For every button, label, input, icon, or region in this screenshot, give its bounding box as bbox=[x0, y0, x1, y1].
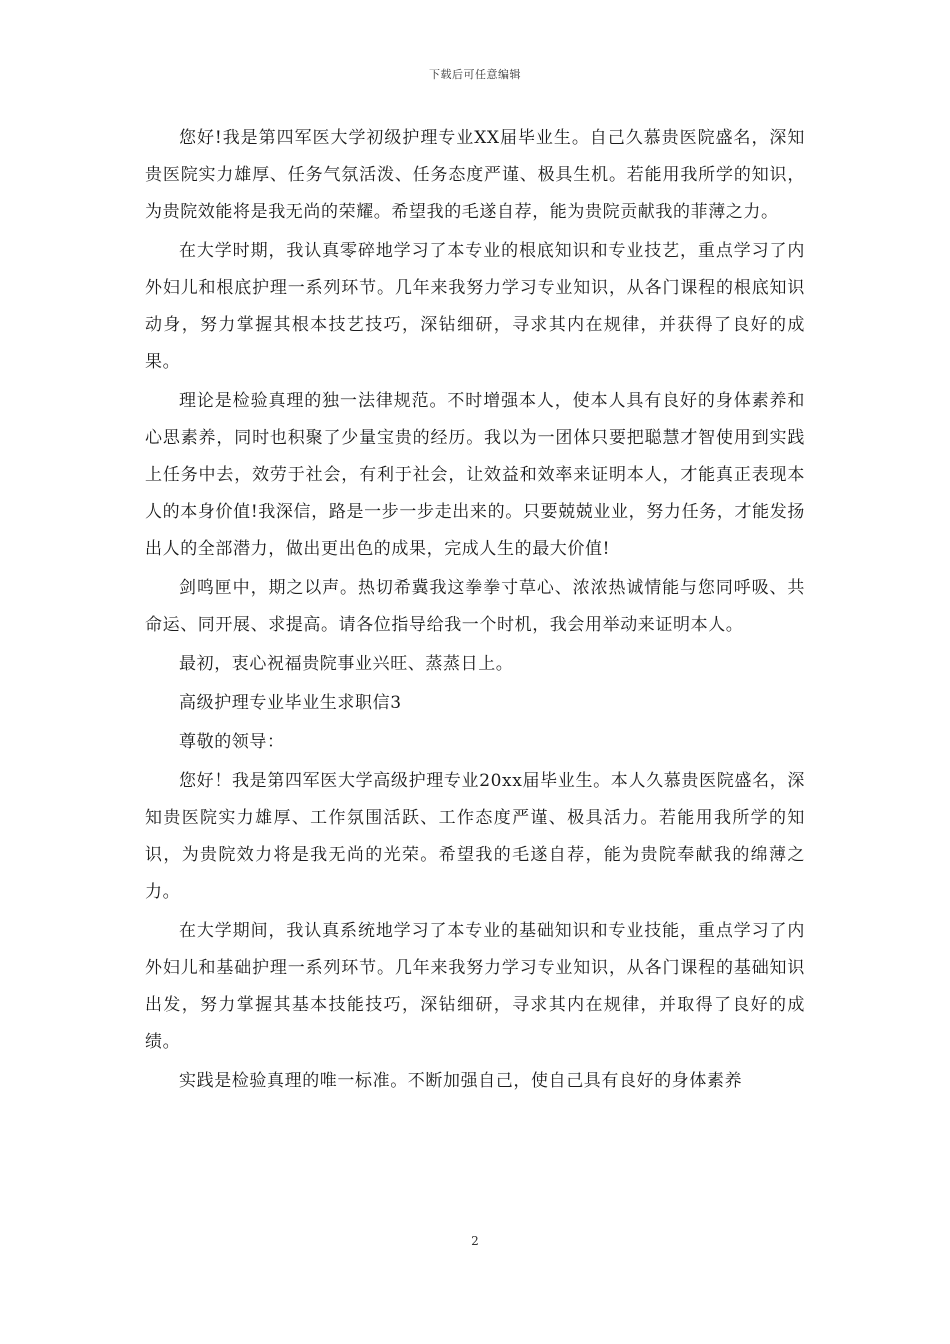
document-body bbox=[145, 120, 805, 1102]
paragraph-greeting-2: 您好！我是第四军医大学高级护理专业20xx届毕业生。本人久慕贵医院盛名，深知贵医院实力雄厚、工作氛围活跃、工作态度严谨、极具活力。若能用我所学的知识，为贵院效力将是我无尚的光荣。希望我的毛遂自荐，能为贵院奉献我的绵薄之力。 bbox=[145, 771, 805, 902]
paragraph-practice: 实践是检验真理的唯一标准。不断加强自己，使自己具有良好的身体素养 bbox=[179, 1071, 743, 1091]
paragraph-greeting: 您好!我是第四军医大学初级护理专业XX届毕业生。自己久慕贵医院盛名，深知贵医院实力雄厚、任务气氛活泼、任务态度严谨、极具生机。若能用我所学的知识，为贵院效能将是我无尚的荣耀。希望我的毛遂自荐，能为贵院贡献我的菲薄之力。 bbox=[145, 128, 805, 222]
paragraph-university-study-2: 在大学期间，我认真系统地学习了本专业的基础知识和专业技能，重点学习了内外妇儿和基础护理一系列环节。几年来我努力学习专业知识，从各门课程的基础知识出发，努力掌握其基本技能技巧，深钻细研，寻求其内在规律，并取得了良好的成绩。 bbox=[145, 921, 805, 1052]
page-number: 2 bbox=[471, 1234, 479, 1248]
paragraph-theory: 理论是检验真理的独一法律规范。不时增强本人，使本人具有良好的身体素养和心思素养，同时也积聚了少量宝贵的经历。我以为一团体只要把聪慧才智使用到实践上任务中去，效劳于社会，有利于社会，让效益和效率来证明本人，才能真正表现本人的本身价值!我深信，路是一步一步走出来的。只要兢兢业业，努力任务，才能发扬出人的全部潜力，做出更出色的成果，完成人生的最大价值! bbox=[145, 391, 805, 559]
page-header-note: 下载后可任意编辑 bbox=[429, 68, 521, 81]
paragraph-university-study: 在大学时期，我认真零碎地学习了本专业的根底知识和专业技艺，重点学习了内外妇儿和根底护理一系列环节。几年来我努力学习专业知识，从各门课程的根底知识动身，努力掌握其根本技艺技巧，深钻细研，寻求其内在规律，并获得了良好的成果。 bbox=[145, 241, 805, 372]
letter-title: 高级护理专业毕业生求职信3 bbox=[179, 693, 402, 713]
paragraph-sword-metaphor: 剑鸣匣中，期之以声。热切希冀我这拳拳寸草心、浓浓热诚情能与您同呼吸、共命运、同开展、求提高。请各位指导给我一个时机，我会用举动来证明本人。 bbox=[145, 578, 805, 635]
letter-salutation: 尊敬的领导： bbox=[179, 732, 285, 752]
paragraph-closing-wish: 最初，衷心祝福贵院事业兴旺、蒸蒸日上。 bbox=[179, 654, 514, 674]
